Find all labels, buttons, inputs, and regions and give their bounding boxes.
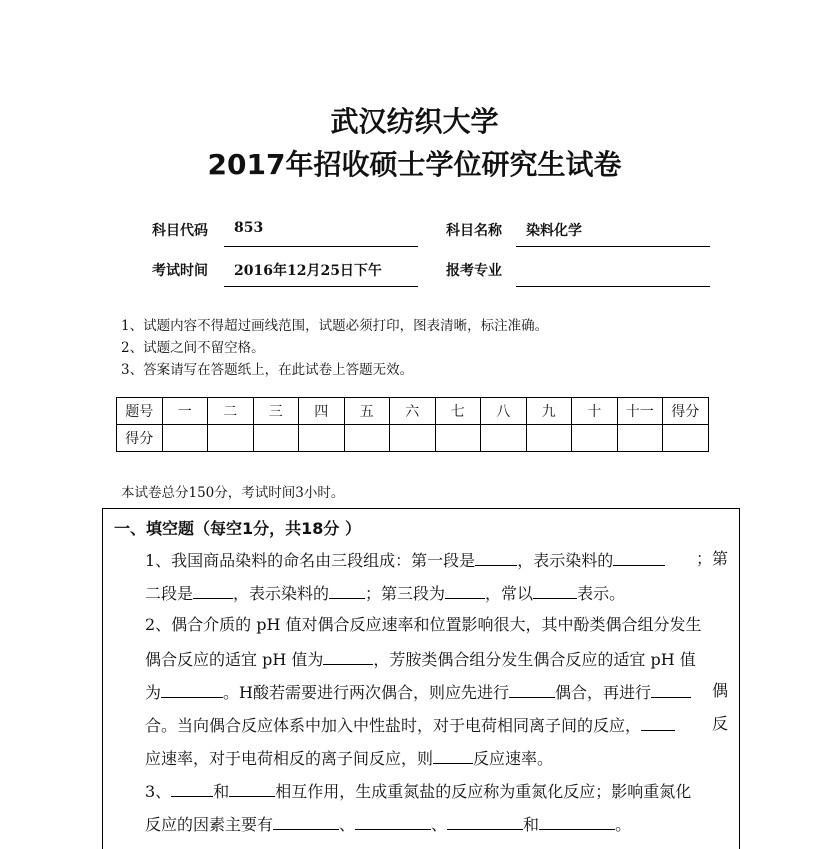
score-table <box>116 397 709 452</box>
q2-text: 反 <box>711 714 728 733</box>
q2-line-3 <box>145 681 728 703</box>
instruction-2: 2、试题之间不留空格。 <box>121 340 265 356</box>
major-line <box>516 286 710 287</box>
q2-line-1 <box>145 615 728 635</box>
answer-blank <box>447 813 523 830</box>
q1-text: ；第三段为 <box>365 584 446 603</box>
score-table-header-label: 题号 <box>117 398 163 425</box>
q2-line-5 <box>145 747 728 769</box>
instruction-3: 3、答案请写在答题纸上，在此试卷上答题无效。 <box>121 362 414 378</box>
score-table-col: 五 <box>344 398 390 425</box>
q3-text: 相互作用，生成重氮盐的反应称为重氮化反应；影响重氮化 <box>275 782 692 801</box>
q2-text: 应速率，对于电荷相反的离子间反应，则 <box>145 749 434 768</box>
q1-text: ，表示染料的 <box>517 551 614 570</box>
subject-code-label: 科目代码 <box>152 223 208 239</box>
instruction-1: 1、试题内容不得超过画线范围，试题必须打印，图表清晰，标注准确。 <box>121 318 549 334</box>
q1-line-1 <box>145 549 728 571</box>
q3-text: 、 <box>431 815 448 834</box>
total-note: 本试卷总分150分，考试时间3小时。 <box>121 485 345 501</box>
exam-time-line <box>224 286 418 287</box>
q3-text: 、 <box>339 815 356 834</box>
section-1-title: 一、填空题（每空1分，共18分 ） <box>114 519 361 538</box>
subject-name-label: 科目名称 <box>446 223 502 239</box>
score-cell <box>253 425 299 452</box>
answer-blank <box>329 582 365 599</box>
answer-blank <box>161 681 223 698</box>
score-table-score-label: 得分 <box>117 425 163 452</box>
score-cell <box>344 425 390 452</box>
score-table-col: 十 <box>572 398 618 425</box>
subject-code-line <box>224 246 418 247</box>
answer-blank <box>445 582 485 599</box>
score-cell <box>617 425 663 452</box>
answer-blank <box>171 780 213 797</box>
q2-text: 偶 <box>711 681 728 700</box>
subject-name-line <box>516 246 710 247</box>
q2-text: 偶合反应的适宜 pH 值为 <box>145 650 324 669</box>
q2-line-2 <box>145 648 728 670</box>
answer-blank <box>651 681 691 698</box>
major-label: 报考专业 <box>446 263 502 279</box>
score-table-col: 四 <box>299 398 345 425</box>
score-table-col: 二 <box>208 398 254 425</box>
score-table-col: 八 <box>481 398 527 425</box>
q2-text: 为 <box>145 683 162 702</box>
score-cell <box>572 425 618 452</box>
university-title: 武汉纺织大学 <box>330 105 499 138</box>
score-table-score-row <box>117 425 709 452</box>
q3-text: 。 <box>615 815 632 834</box>
q1-text: ，表示染料的 <box>233 584 330 603</box>
subject-code-value: 853 <box>234 220 264 236</box>
score-cell <box>299 425 345 452</box>
q1-text: 二段是 <box>145 584 194 603</box>
score-cell <box>390 425 436 452</box>
score-cell <box>481 425 527 452</box>
q2-text: 。H酸若需要进行两次偶合，则应先进行 <box>223 683 509 702</box>
score-table-col: 七 <box>435 398 481 425</box>
q2-text: 合。当向偶合反应体系中加入中性盐时，对于电荷相同离子间的反应， <box>145 716 642 735</box>
score-cell <box>663 425 709 452</box>
score-table-col: 十一 <box>617 398 663 425</box>
score-cell <box>208 425 254 452</box>
q1-text: ；第 <box>695 549 728 568</box>
answer-blank <box>229 780 275 797</box>
exam-time-value: 2016年12月25日下午 <box>234 263 382 279</box>
exam-title: 2017年招收硕士学位研究生试卷 <box>207 148 622 181</box>
score-table-col: 一 <box>162 398 208 425</box>
q1-line-2 <box>145 582 728 604</box>
score-table-header-row <box>117 398 709 425</box>
answer-blank <box>355 813 431 830</box>
q2-text: 反应速率。 <box>473 749 554 768</box>
q3-line-2 <box>145 813 728 835</box>
q3-line-1 <box>145 780 728 802</box>
q1-text: 表示。 <box>577 584 626 603</box>
exam-time-label: 考试时间 <box>152 263 208 279</box>
q2-text: 2、偶合介质的 pH 值对偶合反应速率和位置影响很大，其中酚类偶合组分发生 <box>145 615 702 634</box>
answer-blank <box>613 549 665 566</box>
q1-text: ，常以 <box>485 584 534 603</box>
q2-line-4 <box>145 714 728 736</box>
answer-blank <box>509 681 555 698</box>
score-table-col: 得分 <box>663 398 709 425</box>
q3-text: 3、 <box>145 782 172 801</box>
answer-blank <box>323 648 373 665</box>
answer-blank <box>475 549 517 566</box>
q3-text: 和 <box>213 782 230 801</box>
answer-blank <box>273 813 339 830</box>
subject-name-value: 染料化学 <box>526 223 582 239</box>
q1-text: 1、我国商品染料的命名由三段组成：第一段是 <box>145 551 476 570</box>
q3-text: 反应的因素主要有 <box>145 815 274 834</box>
score-cell <box>162 425 208 452</box>
answer-blank <box>539 813 615 830</box>
answer-blank <box>533 582 577 599</box>
score-table-col: 九 <box>526 398 572 425</box>
score-cell <box>435 425 481 452</box>
q2-text: ，芳胺类偶合组分发生偶合反应的适宜 pH 值 <box>373 650 696 669</box>
q3-text: 和 <box>523 815 540 834</box>
answer-blank <box>641 714 675 731</box>
score-table-col: 三 <box>253 398 299 425</box>
score-table-col: 六 <box>390 398 436 425</box>
score-cell <box>526 425 572 452</box>
q2-text: 偶合，再进行 <box>554 683 651 702</box>
answer-blank <box>193 582 233 599</box>
answer-blank <box>433 747 473 764</box>
